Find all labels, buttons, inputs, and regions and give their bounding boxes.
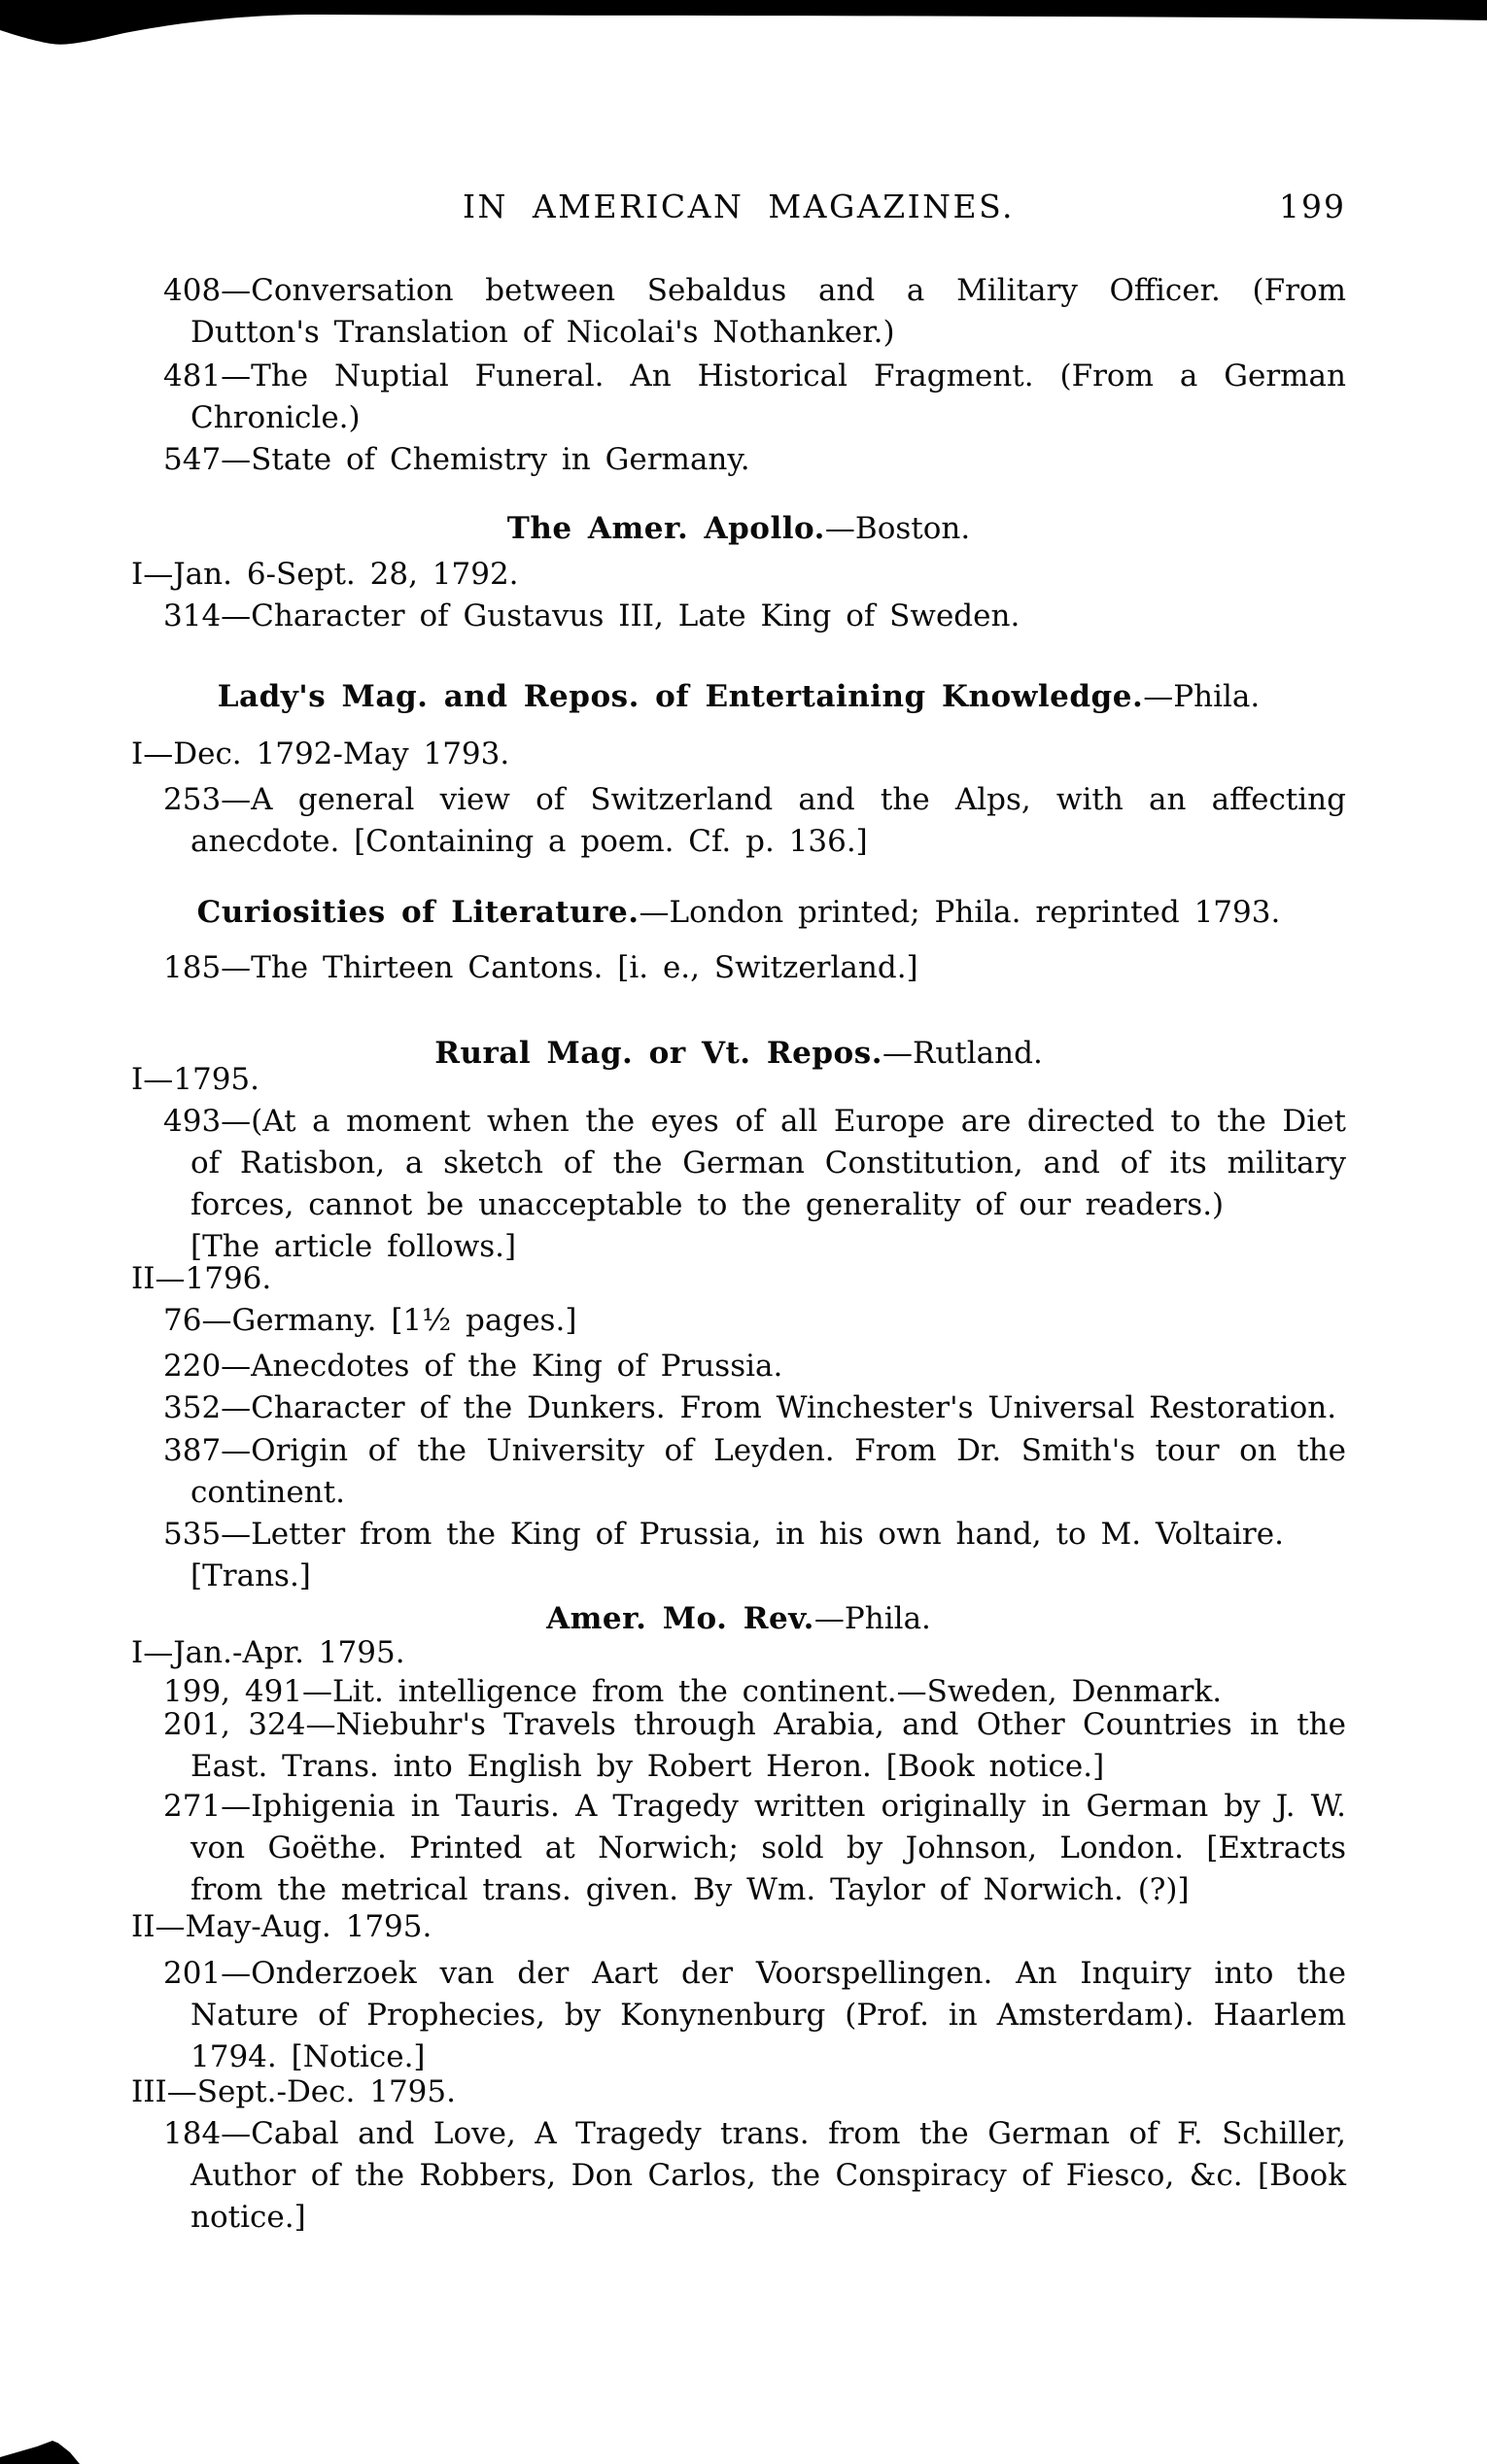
entry: 387—Origin of the University of Leyden. From Dr. Smith's tour on the continent.: [163, 1433, 1346, 1510]
section-title: Rural Mag. or Vt. Repos.: [434, 1036, 882, 1071]
running-head: [131, 186, 1346, 227]
section-heading: [131, 676, 1346, 718]
section-place: —Boston.: [824, 511, 971, 546]
entry: 199, 491—Lit. intelligence from the continent.—Sweden, Denmark.: [163, 1674, 1223, 1709]
volume-line: I—Jan. 6-Sept. 28, 1792.: [131, 557, 519, 592]
volume-line: III—Sept.-Dec. 1795.: [131, 2074, 456, 2109]
entry: [131, 1101, 1346, 1268]
volume-line: I—1795.: [131, 1062, 259, 1097]
section-heading: [131, 508, 1346, 550]
section-heading: [131, 892, 1346, 934]
entry: 408—Conversation between Sebaldus and a Military Officer. (From Dutton's Translation of Nicolai's Nothanker.): [163, 273, 1346, 350]
section-title: Curiosities of Literature.: [196, 895, 640, 930]
entry: 201—Onderzoek van der Aart der Voorspellingen. An Inquiry into the Nature of Prophecies, by Konynenburg (Prof. in Amsterdam). Haarlem 1794. [Notice.]: [163, 1956, 1346, 2074]
entry: 76—Germany. [1½ pages.]: [163, 1303, 577, 1338]
section-place: —London printed; Phila. reprinted 1793.: [639, 895, 1281, 930]
scan-artifact-bottom-corner: [0, 2441, 97, 2464]
page-number: 199: [1279, 188, 1346, 225]
entry-text: 535—Letter from the King of Prussia, in his own hand, to M. Voltaire.: [163, 1517, 1284, 1552]
entry: 253—A general view of Switzerland and the Alps, with an affecting anecdote. [Containing a poem. Cf. p. 136.]: [163, 782, 1346, 859]
section-place: —Rutland.: [882, 1036, 1043, 1071]
section-title: Lady's Mag. and Repos. of Entertaining Knowledge.: [217, 679, 1144, 714]
entry: 220—Anecdotes of the King of Prussia.: [163, 1349, 783, 1384]
entry-note: [Trans.]: [190, 1558, 311, 1593]
section-place: —Phila.: [813, 1601, 931, 1636]
section-title: Amer. Mo. Rev.: [546, 1601, 814, 1636]
section-place: —Phila.: [1143, 679, 1261, 714]
scan-artifact-top-edge: [0, 0, 1487, 58]
entry: [131, 1514, 1346, 1597]
entry: 547—State of Chemistry in Germany.: [163, 442, 750, 477]
entry: 201, 324—Niebuhr's Travels through Arabia, and Other Countries in the East. Trans. into English by Robert Heron. [Book notice.]: [163, 1707, 1346, 1784]
volume-line: II—1796.: [131, 1261, 272, 1296]
page-title: IN AMERICAN MAGAZINES.: [462, 188, 1016, 225]
entry: 352—Character of the Dunkers. From Winchester's Universal Restoration.: [163, 1390, 1337, 1425]
entry: 314—Character of Gustavus III, Late King of Sweden.: [163, 599, 1020, 633]
entry: 185—The Thirteen Cantons. [i. e., Switzerland.]: [163, 950, 918, 985]
entry-note: [The article follows.]: [190, 1229, 517, 1264]
entry: 184—Cabal and Love, A Tragedy trans. from the German of F. Schiller, Author of the Robbers, Don Carlos, the Conspiracy of Fiesco, &c. [Book notice.]: [163, 2116, 1346, 2235]
entry-text: 493—(At a moment when the eyes of all Europe are directed to the Diet of Ratisbon, a sketch of the German Constitution, and of its military forces, cannot be unacceptable to the generality of our readers.): [163, 1104, 1346, 1222]
entry: 271—Iphigenia in Tauris. A Tragedy written originally in German by J. W. von Goëthe. Printed at Norwich; sold by Johnson, London. [Extracts from the metrical trans. given. By Wm. Taylor of Norwich. (?)]: [163, 1789, 1346, 1907]
volume-line: I—Dec. 1792-May 1793.: [131, 736, 510, 771]
section-title: The Amer. Apollo.: [506, 511, 825, 546]
volume-line: I—Jan.-Apr. 1795.: [131, 1635, 405, 1670]
entry: 481—The Nuptial Funeral. An Historical Fragment. (From a German Chronicle.): [163, 359, 1346, 435]
volume-line: II—May-Aug. 1795.: [131, 1909, 432, 1944]
